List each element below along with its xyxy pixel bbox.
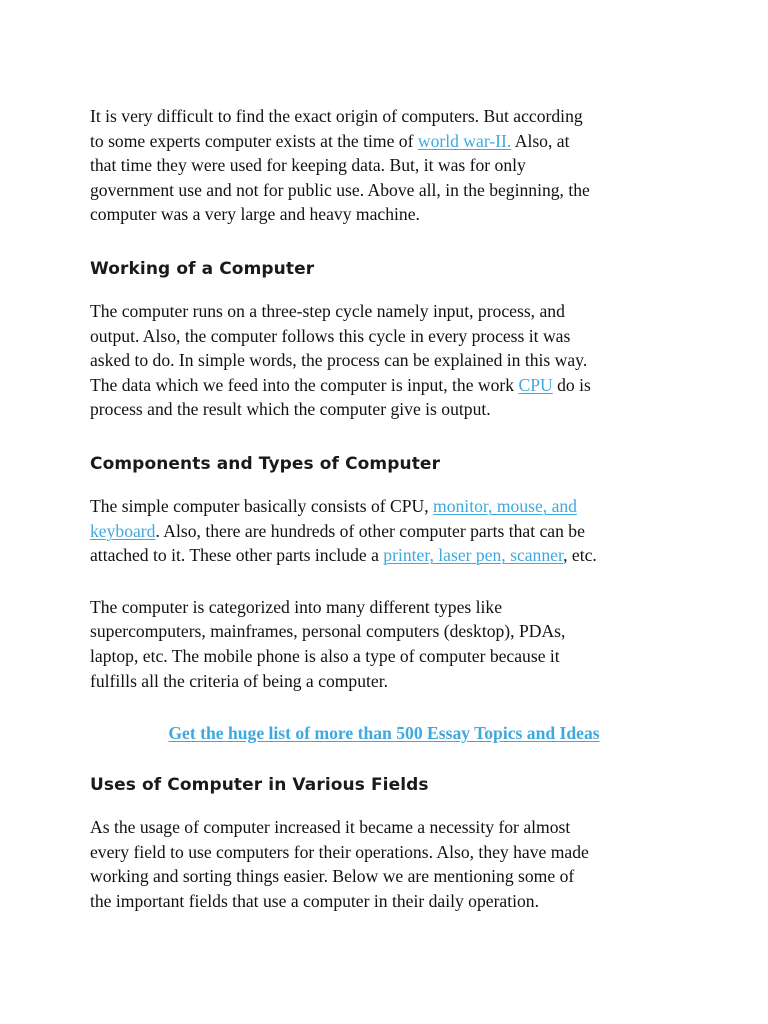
heading-working: Working of a Computer (90, 258, 315, 279)
paragraph-components (90, 494, 690, 568)
text-segment: do is (552, 374, 591, 395)
heading-components: Components and Types of Computer (90, 453, 441, 474)
text-line: As the usage of computer increased it became a necessity for almost (90, 817, 571, 838)
text-line: every field to use computers for their operations. Also, they have made (90, 841, 589, 862)
text-line (90, 543, 690, 568)
text-line (90, 494, 690, 519)
text-line: that time they were used for keeping data. But, it was for only (90, 155, 526, 176)
paragraph-origin (90, 104, 690, 227)
text-line: computer was a very large and heavy machine. (90, 204, 420, 225)
heading-uses: Uses of Computer in Various Fields (90, 775, 429, 796)
text-line: the important fields that use a computer in their daily operation. (90, 890, 540, 911)
paragraph-working (90, 299, 690, 422)
text-line: It is very difficult to find the exact origin of computers. But according (90, 106, 583, 126)
paragraph-uses (90, 815, 690, 913)
text-line: asked to do. In simple words, the process can be explained in this way. (90, 350, 588, 371)
text-line (90, 373, 690, 398)
cpu-link[interactable]: CPU (518, 374, 553, 395)
text-segment: Also, at (511, 130, 570, 151)
text-segment: attached to it. These other parts include a (90, 545, 384, 566)
monitor-mouse-keyboard-link[interactable]: monitor, mouse, and (433, 495, 577, 516)
text-line: supercomputers, mainframes, personal computers (desktop), PDAs, (90, 621, 566, 642)
text-line: The computer is categorized into many different types like (90, 596, 503, 617)
text-segment: The simple computer basically consists of CPU, (90, 495, 434, 516)
text-line: government use and not for public use. Above all, in the beginning, the (90, 179, 590, 200)
text-line (90, 129, 690, 154)
text-line: fulfills all the criteria of being a computer. (90, 670, 389, 691)
world-war-ii-link[interactable]: world war-II. (417, 130, 512, 151)
text-line (90, 519, 690, 544)
text-segment: The data which we feed into the computer is input, the work (90, 374, 519, 395)
paragraph-types (90, 595, 690, 693)
text-line: The computer runs on a three-step cycle namely input, process, and (90, 300, 565, 321)
text-line: output. Also, the computer follows this cycle in every process it was (90, 325, 571, 346)
keyboard-link[interactable]: keyboard (90, 520, 156, 541)
essay-topics-link[interactable]: Get the huge list of more than 500 Essay Topics and Ideas (168, 723, 600, 744)
text-line: process and the result which the computer give is output. (90, 399, 491, 420)
text-segment: , etc. (563, 545, 597, 566)
text-segment: to some experts computer exists at the time of (90, 130, 418, 151)
text-segment: . Also, there are hundreds of other computer parts that can be (155, 520, 585, 541)
text-line: working and sorting things easier. Below we are mentioning some of (90, 866, 575, 887)
text-line: laptop, etc. The mobile phone is also a type of computer because it (90, 645, 560, 666)
printer-laser-pen-scanner-link[interactable]: printer, laser pen, scanner (383, 545, 564, 566)
essay-topics-callout (90, 721, 678, 745)
document-body (90, 104, 690, 913)
